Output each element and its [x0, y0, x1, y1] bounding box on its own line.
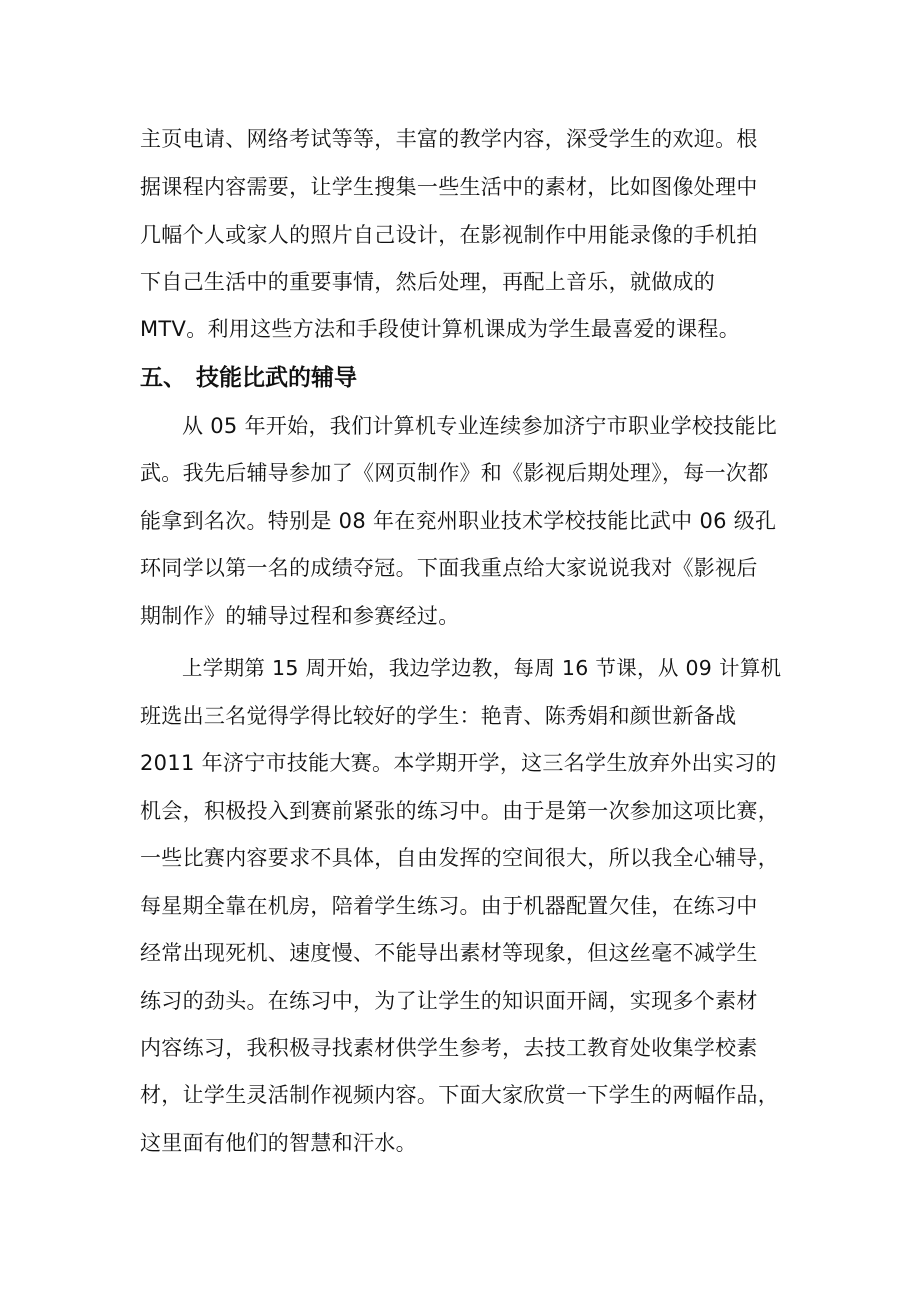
para2-line-7: 经常出现死机、速度慢、不能导出素材等现象，但这丝毫不减学生 — [140, 941, 758, 965]
intro-line-2: 据课程内容需要，让学生搜集一些生活中的素材，比如图像处理中 — [140, 175, 758, 199]
para2-line-10: 材，让学生灵活制作视频内容。下面大家欣赏一下学生的两幅作品， — [140, 1083, 779, 1107]
para2-line-5: 一些比赛内容要求不具体，自由发挥的空间很大，所以我全心辅导， — [140, 846, 779, 870]
para2-line-3: 2011 年济宁市技能大赛。本学期开学，这三名学生放弃外出实习的 — [140, 751, 777, 775]
para2-line-2: 班选出三名觉得学得比较好的学生：艳青、陈秀娟和颜世新备战 — [140, 704, 737, 728]
intro-line-5: MTV。利用这些方法和手段使计算机课成为学生最喜爱的课程。 — [140, 317, 741, 341]
intro-line-4: 下自己生活中的重要事情，然后处理，再配上音乐，就做成的 — [140, 270, 716, 294]
para2-line-4: 机会，积极投入到赛前紧张的练习中。由于是第一次参加这项比赛， — [140, 799, 779, 823]
intro-line-3: 几幅个人或家人的照片自己设计，在影视制作中用能录像的手机拍 — [140, 223, 758, 247]
para1-line-5: 期制作》的辅导过程和参赛经过。 — [140, 604, 460, 628]
para2-line-9: 内容练习，我积极寻找素材供学生参考，去技工教育处收集学校素 — [140, 1036, 758, 1060]
para1-line-4: 环同学以第一名的成绩夺冠。下面我重点给大家说说我对《影视后 — [140, 556, 758, 580]
para2-line-11: 这里面有他们的智慧和汗水。 — [140, 1131, 417, 1155]
para1-line-2: 武。我先后辅导参加了《网页制作》和《影视后期处理》，每一次都 — [140, 461, 769, 485]
intro-line-1: 主页电请、网络考试等等，丰富的教学内容，深受学生的欢迎。根 — [140, 127, 758, 151]
section-title: 技能比武的辅导 — [196, 365, 357, 391]
para1-line-1: 从 05 年开始，我们计算机专业连续参加济宁市职业学校技能比 — [182, 414, 778, 438]
para2-line-8: 练习的劲头。在练习中，为了让学生的知识面开阔，实现多个素材 — [140, 989, 758, 1013]
section-heading — [140, 362, 357, 394]
section-number: 五、 — [140, 365, 186, 391]
para2-line-1: 上学期第 15 周开始，我边学边教，每周 16 节课，从 09 计算机 — [182, 656, 782, 680]
para1-line-3: 能拿到名次。特别是 08 年在兖州职业技术学校技能比武中 06 级孔 — [140, 509, 777, 533]
para2-line-6: 每星期全靠在机房，陪着学生练习。由于机器配置欠佳，在练习中 — [140, 894, 758, 918]
